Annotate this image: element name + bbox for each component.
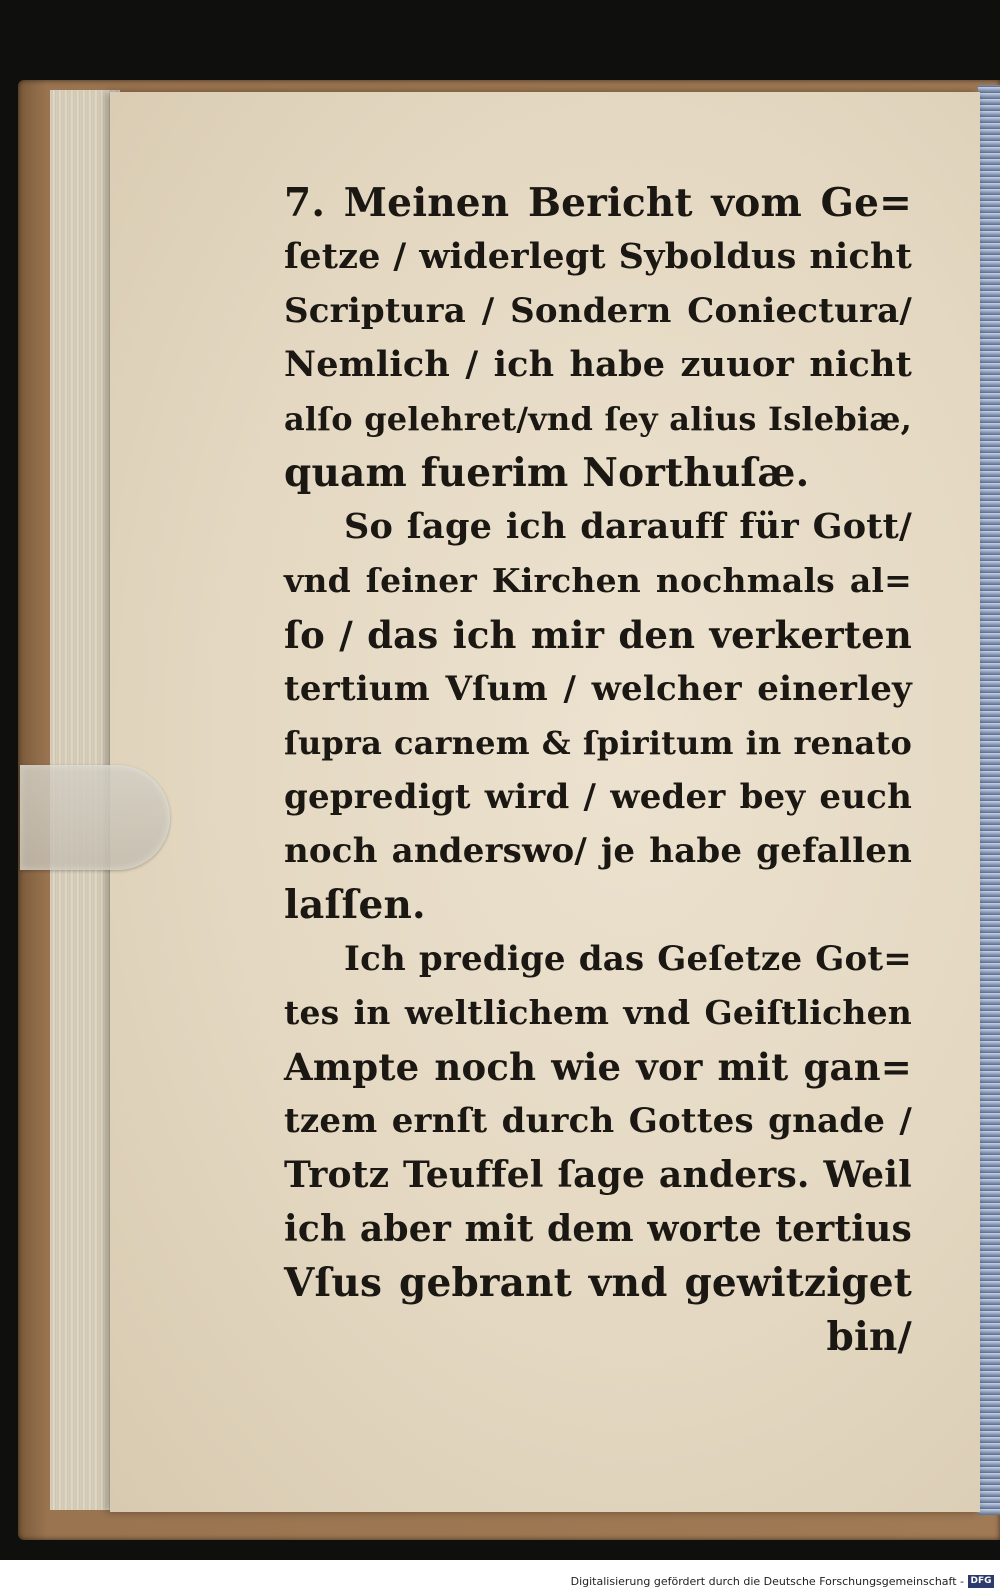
text-line: Vſus gebrant vnd gewitziget <box>284 1260 912 1306</box>
text-line: Ich predige das Geſetze Got= <box>344 939 912 979</box>
text-line: ich aber mit dem worte tertius <box>284 1208 912 1250</box>
opposite-page-edge <box>978 85 1000 1515</box>
text-line: So ſage ich darauff für Gott/ <box>344 506 912 547</box>
text-line: tzem ernſt durch Gottes gnade / <box>284 1101 912 1141</box>
text-line: 7. Meinen Bericht vom Ge= <box>284 180 912 226</box>
text-line: laſſen. <box>284 882 426 928</box>
catchword: bin/ <box>826 1314 912 1360</box>
text-line: gepredigt wird / weder bey euch <box>284 777 912 817</box>
text-line: quam fuerim Northuſæ. <box>284 450 810 496</box>
text-line: noch anderswo/ je habe gefallen <box>284 831 912 871</box>
text-line: alſo gelehret/vnd ſey alius Islebiæ, <box>284 400 912 438</box>
text-line: tertium Vſum / welcher einerley <box>284 669 912 709</box>
text-line: ſupra carnem & ſpiritum in renato <box>284 724 912 762</box>
funding-credit: Digitalisierung gefördert durch die Deutsche Forschungsgemeinschaft - <box>570 1575 964 1588</box>
text-line: ſetze / widerlegt Syboldus nicht <box>284 236 912 277</box>
page-text <box>284 176 912 1364</box>
text-line: Ampte noch wie vor mit gan= <box>284 1045 912 1089</box>
text-line: ſo / das ich mir den verkerten <box>284 613 912 657</box>
footer-bar <box>0 1560 1000 1596</box>
text-line: tes in weltlichem vnd Geiſtlichen <box>284 993 912 1032</box>
text-line: Trotz Teuffel ſage anders. Weil <box>284 1154 912 1196</box>
text-line: Scriptura / Sondern Coniectura/ <box>284 291 912 331</box>
book-clamp <box>20 765 170 870</box>
text-line: vnd ſeiner Kirchen nochmals al= <box>284 561 912 600</box>
dfg-logo: DFG <box>968 1575 994 1588</box>
text-line: Nemlich / ich habe zuuor nicht <box>284 344 912 385</box>
